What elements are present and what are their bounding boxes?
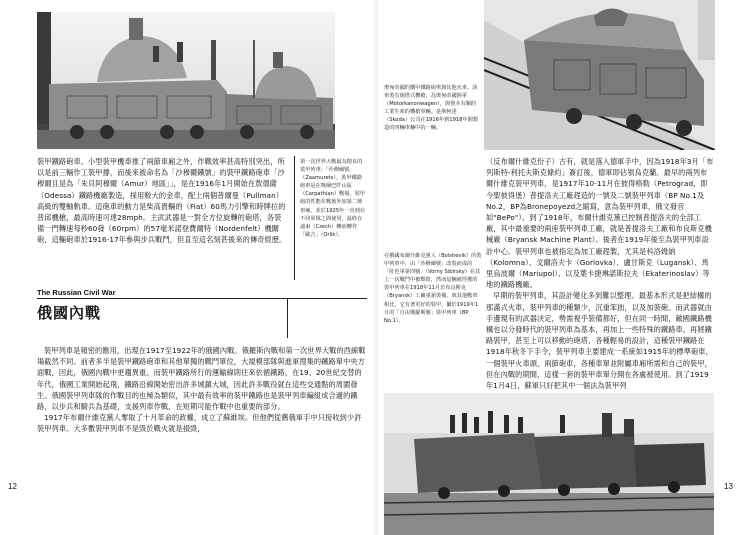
top-right-caption: 奧匈帝國的鐵甲鐵路砲車與其他火車。該車裝有砲塔式機槍，為奧匈帝國陸軍（Motorkanonwagen），與資本有關的工業生產的機槍車輛。是斯柯達（Skoda）公司在1916年到1918年間製造的四輛車輛中的一輛。 [384,85,479,132]
section-kicker: The Russian Civil War [37,288,116,297]
left-body-bottom [37,345,367,435]
right-body [486,156,714,391]
right-body-para-2: 早期的裝甲列車，其設計變化多到難以整理。最基本形式是把結構的那滿式火車，裝甲列車的種類少，沉重笨拙，以及加裝砲。而武器就由手邊現有的武器決定，勢需視乎裝備都好，但在同一時間，敵國鐵路機構也以分發時代的裝甲列車為基本，再加上一些特殊的鐵路車，再將鐵路裝甲，甚至上可以移動的砲塔，各種輕易的設計，這種裝甲鐵路在1918年秋冬下手令，裝甲列車主要建成一系統如1915年的標準砲車，一個裝甲火車頭，兩節砲車，各種車單並附屬車廂所需和自己的裝甲，但在內戰的期間，這樣一套的裝甲車單分開在各處被使用。到了1919年1月4日，蘇軍只好把其中一個法為裝甲列 [486,291,713,391]
photo-armored-train-zaamurets [37,12,335,149]
section-rule [37,298,367,299]
caption-divider [294,156,295,280]
photo-armored-train-bp-no1 [384,393,714,535]
heading-divider [287,298,288,338]
left-body-top [37,156,287,246]
section-heading: 俄國內戰 [37,304,102,322]
left-body-bottom-para: 裝甲列車是頻密的應用，出現在1917至1922年的俄國內戰。俄羅斯內戰和第一次世界大戰的西線戰場截然不同。前者多半是裝甲鐵路砲車和其他單獨的戰鬥單位，大規模部隊與進軍搜集的鐵路單中央方面戰，因此，俄國內戰中更趨異重。而裝甲鐵路所行的運輸線則往來依循鐵路。在19、20世紀交替的年代，俄國工業開始起飛，鐵路沿線開始密出許多城鎮大城，因此許多戰役就在這些交通點的周圍發生。俄國裝甲列車隊的作戰目的也極為類似，其中最有效率的裝甲鐵路也是裝甲列車編組成合適的鐵路，以步兵和騎兵為基礎，支援列車作戰，在短期可能作戰中也重要的部分。 [37,346,366,412]
page-number-left: 12 [8,482,17,491]
right-body-para: （反布爾什維克份子）古有，就是落入德軍手中，因為1918年3月「布列斯特-利托夫斯克條約」簽訂後，德軍即佔領烏克蘭。最早的兩列布爾什維克裝甲列車，是1917年10-11月在彼得格勒（Petrograd，即今聖彼得堡）普提洛夫工廠趕造的一號及二號裝甲列車（BP No.1及No.2，BP為Bronepoyezd之縮寫，意為裝甲列車，俄文發音如"BePo"）。到了1918年，布爾什維克黨已控制普提洛夫的全部工廠，其中最重要的兩座裝甲列車工廠，就是普提洛夫工廠和布良斯克機械廠（Bryansk Machine Plant）。後者在1919年後至為裝甲列車設計中心。裝甲列車也被指定為加工廠趕製，尤其是科洛姆納（Kolomna）、戈爾洛夫卡（Gorlovka）、盧甘斯克（Lugansk）、馬里烏波爾（Mariupol）、以及葉卡捷琳諾斯拉夫（Ekaterinoslav）等地的鐵路機廠。 [486,157,714,290]
page-number-right: 13 [724,482,733,491]
left-body-top-text: 裝甲鐵路砲車。小型裝甲機車推了兩節車廂之外，作戰效率甚高特別突出，所以是前三輛作工裝甲撐，而後來被命名為「沙穆爾鐵號」的裝甲鐵路砲車「沙穆爾且是為「朱貝阿穆爾（Amur）地區」」，是在1916年1月開始在敖德薩（Odessa）鐵路機廠製造，採用較大的金車，配上兩個普爾曼（Pullman）高級的雙軸軌車。這砲車的動力是柴高貴輛的（Fiat）60馬力引擎和時牌拉的普邱機槍，最高時速可達28mph。主武武器是一對全方位旋轉的砲塔，各裝備一門轉速每秒60發（60rpm）的57毫米諾登費爾特（Nordenfelt）機關砲，這輛砲車於1916-17年參與步兵戰鬥，但直至這名刻甚後來的傳奇經歷。 [37,157,287,245]
photo-armored-railcar [484,0,715,150]
book-spine [374,0,378,535]
mid-right-caption: 在俄國布爾什維克黨人（Bolshevik）的裝甲列車中，由「沙穆爾號」改裝而成的「紅色軍第四號」（Vorny Sibirsky）在其上一次戰鬥中被擊毀，然而這輛被俘獲的裝甲列車在1918年11月於布良斯克（Bryansk）工廠重新裝備。與其他戰車相比，它有著更好的裝甲。攝於1919年1月的「自由俄羅斯號」裝甲列車（BP No.1）。 [384,253,482,324]
side-caption: 第一次世界大戰最為精良的裝甲列車：「沙穆爾號」（Zaamurets）。裝甲鐵路砲車是在喀爾巴阡山區（Carpathian）戰場，裝甲砲的性能在戰後外加第二節車廂，並於1925年一直到在不同軍隊之間使用，最終在遠東（Czech）轉而轉作「歐吉」（Orlik）。 [300,159,366,238]
left-body-last-para: 1917年布爾什維克黨人奪取了十月革命的政權，成立了蘇維埃。但他們從舊俄軍手中只接收到少許裝甲列車。大多數裝甲列車不是毀於戰火就是損毀， [37,413,362,434]
